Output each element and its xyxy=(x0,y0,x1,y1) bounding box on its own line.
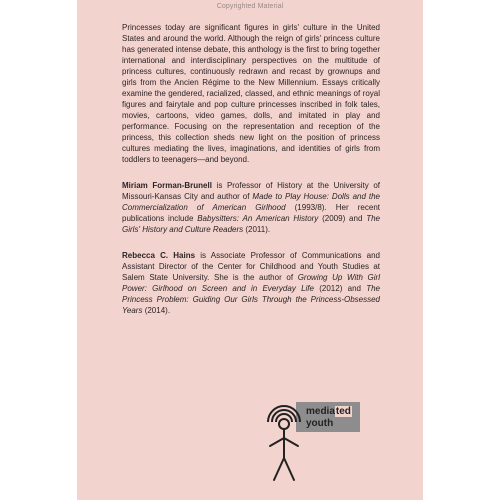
book-title: The Girls' History and Culture Readers xyxy=(122,214,381,234)
logo-text-youth: youth xyxy=(306,418,334,429)
book-title: The Princess Problem: Guiding Our Girls Through the Princess-Obsessed Years xyxy=(122,284,381,315)
book-title: Made to Play House: Dolls and the Commercialization of American Girlhood xyxy=(122,192,380,212)
copyright-watermark: Copyrighted Material xyxy=(216,3,284,10)
book-description: Princesses today are significant figures in girls' culture in the United States and around the world. Although the reign of girls' princess culture has generated intense debate, this anthology is the first to bring together international and interdisciplinary perspectives on the multitude of princess cultures, continuously redrawn and recast by grownups and girls from the Ancien Régime to the New Millennium. Essays critically examine the gendered, racialized, classed, and ethnic meanings of royal figures and fairytale and pop culture princesses inscribed in folk tales, movies, cartoons, video games, dolls, and imitated in play and performance. Focusing on the representation and reception of the princess, this collection sheds new light on the position of princess cultures mediating the lives, imaginations, and identities of girls from toddlers to teenagers—and beyond. xyxy=(122,23,380,164)
cover-text xyxy=(122,22,380,331)
author-bio-2: Rebecca C. Hains is Associate Professor of Communications and Assistant Director of the Center for Childhood and Youth Studies at Salem State University. She is the author of Growing Up With Girl Power: Girlhood on Screen and in Everyday Life (2012) and The Princess Problem: Guiding Our Girls Through the Princess-Obsessed Years (2014). xyxy=(122,251,381,315)
author-name-2: Rebecca C. Hains xyxy=(122,251,196,260)
book-title: Babysitters: An American History xyxy=(197,214,319,223)
back-cover xyxy=(77,0,423,500)
book-title: Growing Up With Girl Power: Girlhood on Screen and in Everyday Life xyxy=(122,273,381,293)
author-name-1: Miriam Forman-Brunell xyxy=(122,181,212,190)
author-bio-1: Miriam Forman-Brunell is Professor of History at the University of Missouri-Kansas City and author of Made to Play House: Dolls and the Commercialization of American Girlhood (1993/8). Her recent publications include Babysitters: An American History (2009) and The Girls' History and Culture Readers (2011). xyxy=(122,181,381,234)
logo-text-mediated: mediated xyxy=(306,406,351,417)
mediated-youth-logo xyxy=(256,400,366,490)
